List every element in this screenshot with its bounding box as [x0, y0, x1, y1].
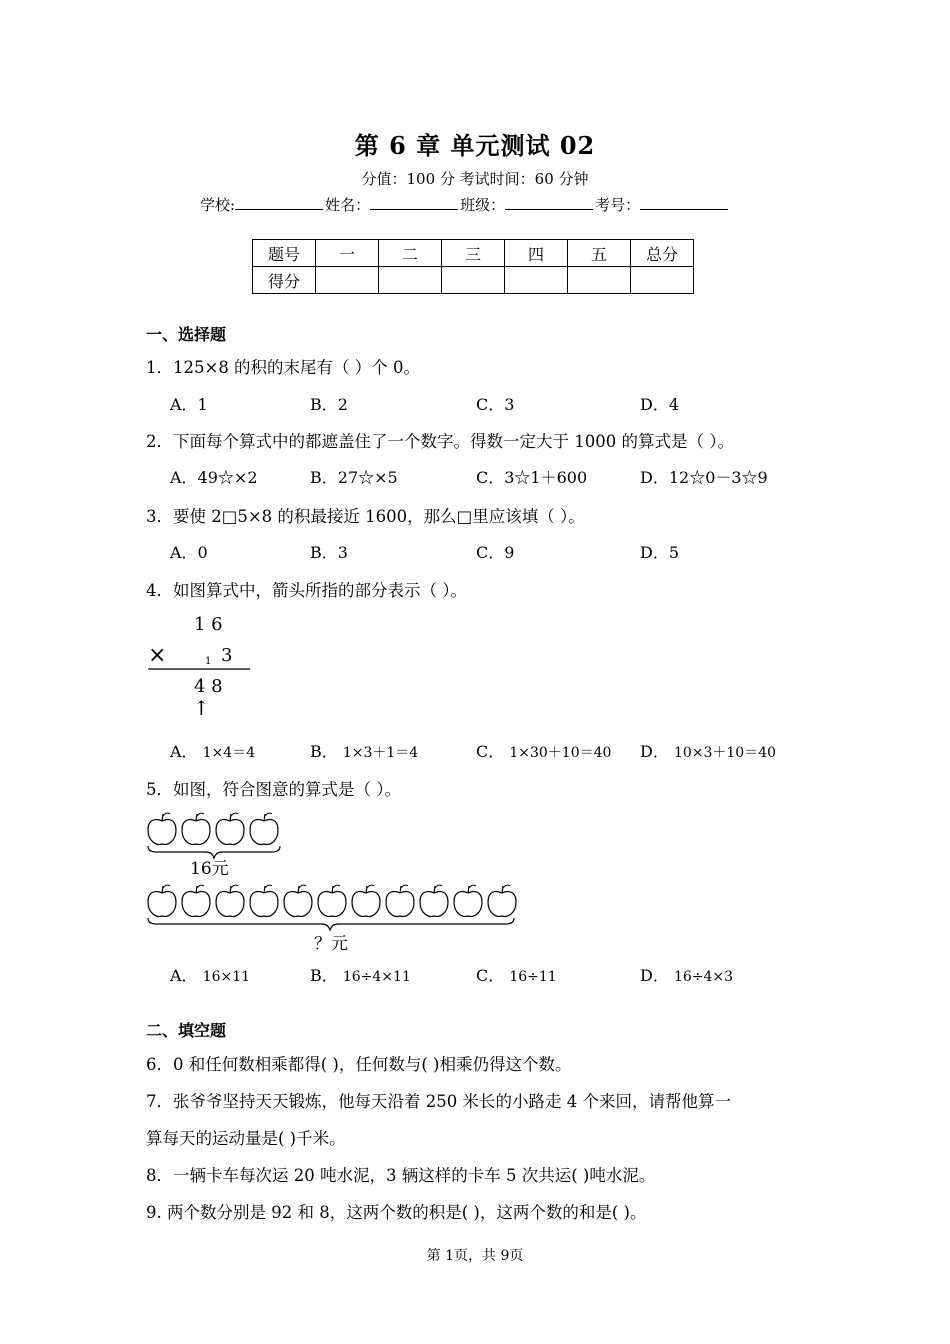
- student-info: [200, 194, 730, 215]
- table-cell: 三: [442, 240, 505, 267]
- apple-icon: [318, 885, 346, 916]
- apple-icon: [386, 885, 414, 916]
- question-7-line2: 算每天的运动量是( )千米。: [146, 1129, 346, 1148]
- question-1: 1．125×8 的积的末尾有（ ）个 0。: [146, 358, 421, 377]
- q1-option-b[interactable]: B．2: [310, 395, 348, 414]
- option-expr: 1×4＝4: [202, 745, 256, 761]
- option-letter: C．: [476, 742, 505, 761]
- question-4: 4．如图算式中，箭头所指的部分表示（ ）。: [146, 581, 467, 600]
- q4-fig-result: 4 8: [194, 676, 223, 697]
- q4-fig-mid: 3: [221, 645, 233, 666]
- apple-row-bottom: [148, 885, 516, 916]
- option-expr: 16÷4×11: [342, 969, 411, 985]
- number-label: 考号：: [595, 196, 641, 214]
- q5-option-c[interactable]: [476, 963, 557, 986]
- apple-icon: [148, 813, 176, 844]
- option-expr: 1×3＋1＝4: [342, 745, 419, 761]
- score-table-header-row: [253, 240, 694, 267]
- apple-icon: [182, 813, 210, 844]
- score-cell[interactable]: [505, 267, 568, 294]
- page-footer: 第 1页，共 9页: [426, 1248, 524, 1264]
- section-heading-fill: 二、填空题: [146, 1021, 227, 1040]
- table-cell: 得分: [253, 267, 316, 294]
- q4-fig-line: [148, 668, 250, 670]
- table-cell: 总分: [631, 240, 694, 267]
- question-2: 2．下面每个算式中的都遮盖住了一个数字。得数一定大于 1000 的算式是（ ）。: [146, 432, 734, 451]
- table-cell: 四: [505, 240, 568, 267]
- q2-option-a[interactable]: A．49☆×2: [170, 468, 258, 487]
- score-table: [252, 239, 694, 294]
- q3-option-b[interactable]: B．3: [310, 543, 348, 562]
- school-field[interactable]: [235, 195, 323, 210]
- q1-option-a[interactable]: A．1: [170, 395, 208, 414]
- q5-label-unknown: ？元: [314, 934, 348, 954]
- apple-icon: [420, 885, 448, 916]
- class-label: 班级：: [460, 196, 506, 214]
- apple-icon: [148, 885, 176, 916]
- number-field[interactable]: [640, 195, 728, 210]
- q5-label-price: 16元: [190, 859, 229, 879]
- exam-meta: 分值：100 分 考试时间：60 分钟: [361, 170, 589, 188]
- option-expr: 16×11: [202, 969, 251, 985]
- question-6: 6．0 和任何数相乘都得( )，任何数与( )相乘仍得这个数。: [146, 1055, 572, 1074]
- q1-option-d[interactable]: D．4: [640, 395, 680, 414]
- option-letter: B．: [310, 742, 338, 761]
- score-cell[interactable]: [379, 267, 442, 294]
- times-icon: ×: [148, 643, 167, 668]
- q2-option-b[interactable]: B．27☆×5: [310, 468, 398, 487]
- apple-icon: [250, 885, 278, 916]
- q4-option-a[interactable]: [170, 739, 255, 762]
- option-letter: D．: [640, 966, 669, 985]
- option-letter: D．: [640, 742, 669, 761]
- arrow-up-icon: ↑: [193, 696, 210, 720]
- option-expr: 1×30＋10＝40: [509, 745, 612, 761]
- option-letter: A．: [170, 742, 198, 761]
- q2-option-c[interactable]: C．3☆1＋600: [476, 468, 588, 487]
- score-cell[interactable]: [442, 267, 505, 294]
- q5-option-a[interactable]: [170, 963, 250, 986]
- name-label: 姓名：: [325, 196, 371, 214]
- q5-option-b[interactable]: [310, 963, 411, 986]
- question-5: 5．如图，符合图意的算式是（ ）。: [146, 780, 401, 799]
- q1-option-c[interactable]: C．3: [476, 395, 515, 414]
- section-heading-choice: 一、选择题: [146, 325, 227, 344]
- apple-row-top: [148, 813, 278, 844]
- option-expr: 10×3＋10＝40: [673, 745, 777, 761]
- score-cell[interactable]: [631, 267, 694, 294]
- page-title: 第 6 章 单元测试 02: [354, 131, 596, 160]
- q3-option-c[interactable]: C．9: [476, 543, 515, 562]
- apple-icon: [454, 885, 482, 916]
- apple-icon: [216, 885, 244, 916]
- apple-icon: [352, 885, 380, 916]
- option-letter: A．: [170, 966, 198, 985]
- q5-option-d[interactable]: [640, 963, 733, 986]
- option-letter: B．: [310, 966, 338, 985]
- option-expr: 16÷11: [509, 969, 557, 985]
- score-cell[interactable]: [568, 267, 631, 294]
- q3-option-d[interactable]: D．5: [640, 543, 680, 562]
- question-9: 9. 两个数分别是 92 和 8，这两个数的积是( )，这两个数的和是( )。: [146, 1203, 647, 1222]
- question-3: 3．要使 2□5×8 的积最接近 1600，那么□里应该填（ ）。: [146, 507, 585, 526]
- q4-option-b[interactable]: [310, 739, 418, 762]
- option-letter: C．: [476, 966, 505, 985]
- q4-fig-top: 1 6: [194, 614, 223, 635]
- q4-option-c[interactable]: [476, 739, 611, 762]
- table-cell: 一: [316, 240, 379, 267]
- q2-option-d[interactable]: D．12☆0－3☆9: [640, 468, 768, 487]
- table-cell: 五: [568, 240, 631, 267]
- school-label: 学校:: [200, 196, 236, 214]
- apple-icon: [250, 813, 278, 844]
- apple-icon: [488, 885, 516, 916]
- apple-icon: [284, 885, 312, 916]
- question-8: 8．一辆卡车每次运 20 吨水泥，3 辆这样的卡车 5 次共运( )吨水泥。: [146, 1166, 656, 1185]
- q4-fig-carry: 1: [205, 656, 212, 667]
- question-7-line1: 7．张爷爷坚持天天锻炼，他每天沿着 250 米长的小路走 4 个来回，请帮他算一: [146, 1092, 731, 1111]
- q3-option-a[interactable]: A．0: [170, 543, 208, 562]
- name-field[interactable]: [370, 195, 458, 210]
- table-cell: 题号: [253, 240, 316, 267]
- apple-icon: [182, 885, 210, 916]
- score-table-score-row: [253, 267, 694, 294]
- option-expr: 16÷4×3: [673, 969, 734, 985]
- class-field[interactable]: [505, 195, 593, 210]
- q4-option-d[interactable]: [640, 739, 776, 762]
- score-cell[interactable]: [316, 267, 379, 294]
- apple-icon: [216, 813, 244, 844]
- table-cell: 二: [379, 240, 442, 267]
